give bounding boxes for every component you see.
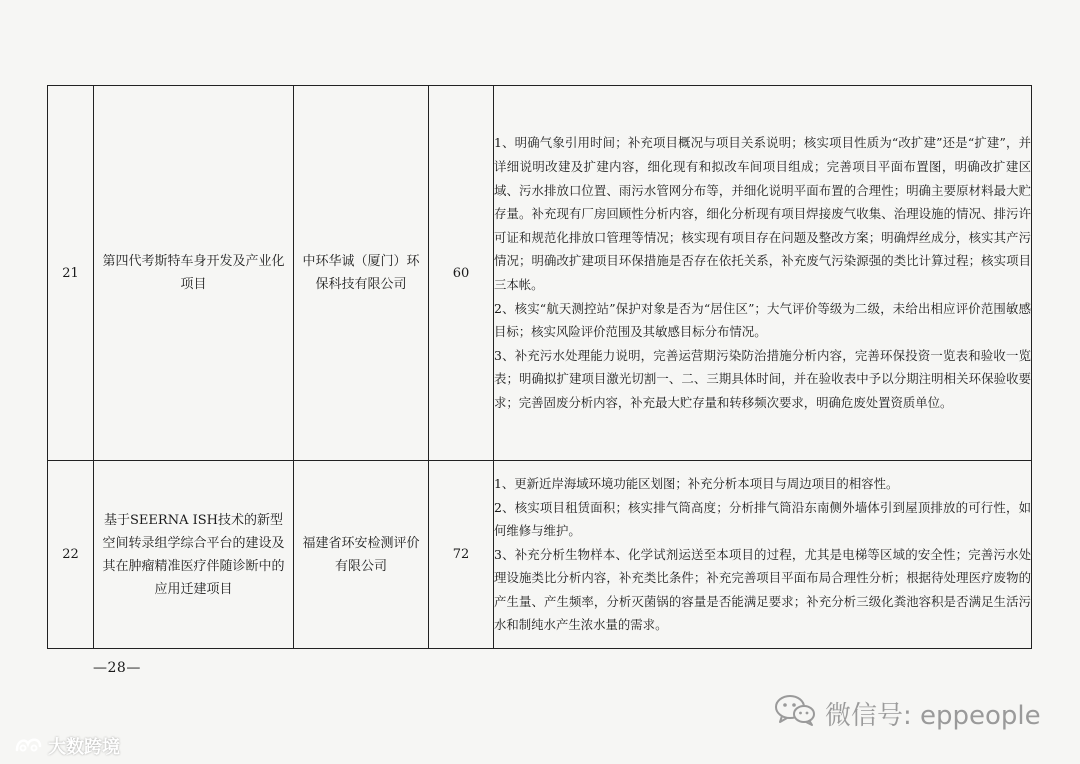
watermark-right-text: 微信号: eppeople: [825, 700, 1041, 731]
review-notes: [494, 86, 1032, 461]
company-name: 中环华诚（厦门）环保科技有限公司: [302, 254, 420, 292]
row-number: 22: [48, 461, 94, 649]
score: 60: [429, 86, 494, 461]
note-paragraph: 2、核实“航天测控站”保护对象是否为“居住区”；大气评价等级为二级，未给出相应评价范围敏感目标；核实风险评价范围及其敏感目标分布情况。: [494, 300, 1031, 340]
note-paragraph: 1、更新近岸海域环境功能区划图；补充分析本项目与周边项目的相容性。: [494, 475, 899, 491]
wechat-icon: [773, 692, 825, 735]
page-number: —28—: [93, 660, 141, 676]
note-paragraph: 3、补充污水处理能力说明，完善运营期污染防治措施分析内容，完善环保投资一览表和验收一览表；明确拟扩建项目激光切割一、二、三期具体时间，并在验收表中予以分期注明相关环保验收要求；完善固废分析内容，补充最大贮存量和转移频次要求，明确危废处置资质单位。: [494, 347, 1031, 410]
company-name: 福建省环安检测评价有限公司: [302, 535, 420, 574]
watermark-left: [14, 734, 120, 758]
table-row: [48, 86, 1032, 461]
logo-mark-icon: [14, 734, 48, 759]
table-row: [48, 461, 1032, 649]
project-name: 基于SEERNA ISH技术的新型空间转录组学综合平台的建设及其在肿瘤精准医疗伴随诊断中的应用迁建项目: [102, 512, 285, 597]
note-paragraph: 3、补充分析生物样本、化学试剂运送至本项目的过程，尤其是电梯等区域的安全性；完善污水处理设施类比分析内容，补充类比条件；补充完善项目平面布局合理性分析；根据待处理医疗废物的产生量、产生频率，分析灭菌锅的容量是否能满足要求；补充分析三级化粪池容积是否满足生活污水和制纯水产生浓水量的需求。: [494, 546, 1031, 633]
note-paragraph: 1、明确气象引用时间；补充项目概况与项目关系说明；核实项目性质为“改扩建”还是“扩建”，并详细说明改建及扩建内容，细化现有和拟改车间项目组成；完善项目平面布置图，明确改扩建区域、污水排放口位置、雨污水管网分布等，并细化说明平面布置的合理性；明确主要原材料最大贮存量。补充现有厂房回顾性分析内容，细化分析现有项目焊接废气收集、治理设施的情况、排污许可证和规范化排放口管理等情况；核实现有项目存在问题及整改方案；明确焊丝成分，核实其产污情况；明确改扩建项目环保措施是否存在依托关系，补充废气污染源强的类比计算过程；核实项目三本帐。: [494, 135, 1031, 292]
row-number: 21: [48, 86, 94, 461]
watermark-left-text: 大数跨境: [48, 737, 120, 758]
review-table: [47, 85, 1032, 649]
watermark-right: [773, 693, 1041, 733]
review-notes: [494, 461, 1032, 649]
score: 72: [429, 461, 494, 649]
project-name: 第四代考斯特车身开发及产业化项目: [102, 254, 285, 292]
note-paragraph: 2、核实项目租赁面积；核实排气筒高度；分析排气筒沿东南侧外墙体引到屋顶排放的可行性，如何维修与维护。: [494, 499, 1031, 539]
